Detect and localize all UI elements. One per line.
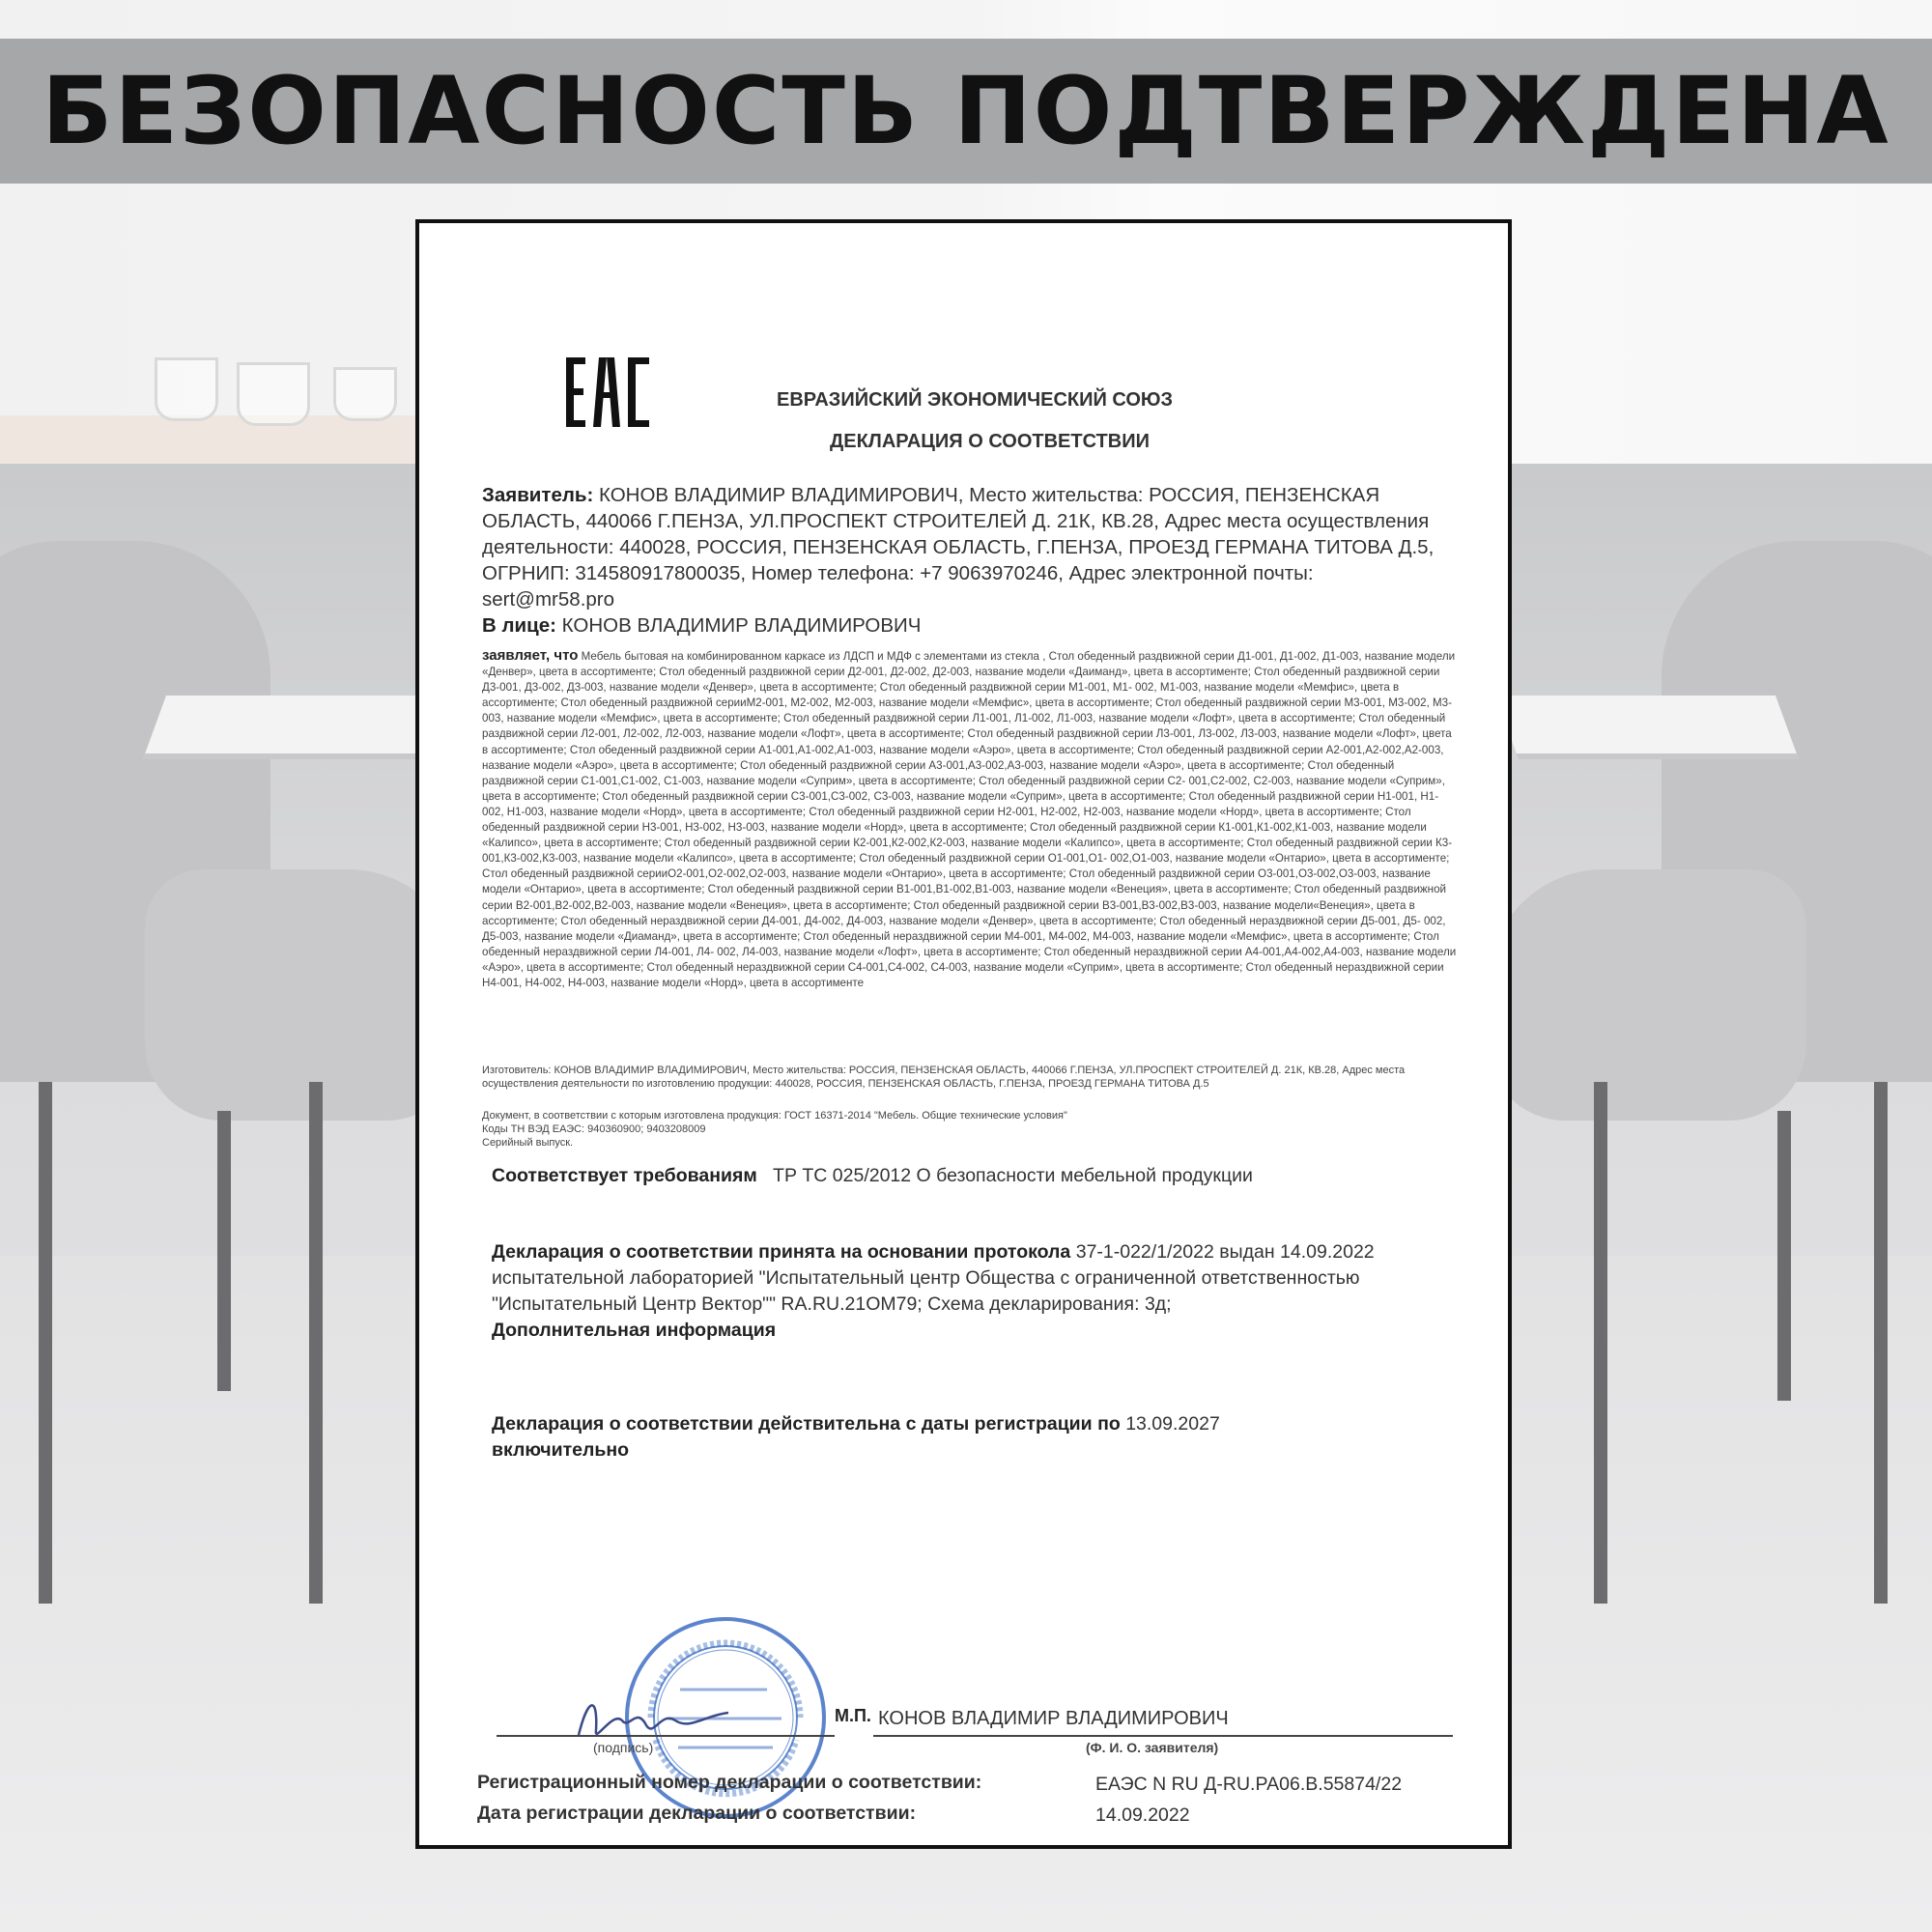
reg-number-value: ЕАЭС N RU Д-RU.РА06.В.55874/22 (1095, 1774, 1403, 1795)
background-chair-leg (1777, 1111, 1791, 1401)
name-line (873, 1735, 1453, 1737)
signature-caption: (подпись) (593, 1740, 654, 1755)
background-chair-seat (1488, 869, 1806, 1121)
validity-suffix: включительно (492, 1439, 630, 1461)
complies-text: ТР ТС 025/2012 О безопасности мебельной продукции (773, 1165, 1253, 1186)
product-description (482, 648, 1458, 991)
person-text: КОНОВ ВЛАДИМИР ВЛАДИМИРОВИЧ (561, 614, 922, 637)
background-glass (237, 362, 310, 426)
background-chair-leg (1594, 1082, 1607, 1604)
gost-text: Документ, в соответствии с которым изготовлена продукция: ГОСТ 16371-2014 "Мебель. Общие технические условия" (482, 1110, 1067, 1122)
name-caption: (Ф. И. О. заявителя) (1086, 1740, 1219, 1755)
background-chair-leg (309, 1082, 323, 1604)
union-heading: ЕВРАЗИЙСКИЙ ЭКОНОМИЧЕСКИЙ СОЮЗ (777, 389, 1174, 411)
basis-text: 37-1-022/1/2022 выдан 14.09.2022 испытательной лабораторией "Испытательный центр Общества с ограниченной ответственностью "Испытательный Центр Вектор"" RA.RU.21ОМ79; Схема декларирования: 3д; (492, 1241, 1375, 1315)
background-glass (155, 357, 218, 421)
basis-block (492, 1239, 1438, 1318)
eac-logo-icon (564, 354, 651, 431)
applicant-block (482, 482, 1448, 612)
stamp-mark: М.П. (835, 1706, 871, 1725)
basis-label: Декларация о соответствии принята на основании протокола (492, 1241, 1071, 1263)
validity-date: 13.09.2027 (1125, 1413, 1220, 1435)
background-chair-leg (1874, 1082, 1888, 1604)
signature-line (497, 1735, 835, 1737)
title-banner (0, 39, 1932, 184)
validity-label: Декларация о соответствии действительна с даты регистрации по (492, 1413, 1121, 1435)
signer-name: КОНОВ ВЛАДИМИР ВЛАДИМИРОВИЧ (878, 1708, 1229, 1729)
banner-title: БЕЗОПАСНОСТЬ ПОДТВЕРЖДЕНА (42, 57, 1890, 165)
validity-block (492, 1411, 1361, 1463)
additional-block (492, 1318, 1458, 1344)
background-table (143, 696, 456, 759)
additional-label: Дополнительная информация (492, 1320, 777, 1341)
background-chair-leg (39, 1082, 52, 1604)
codes-text: Коды ТН ВЭД ЕАЭС: 940360900; 9403208009 (482, 1123, 706, 1135)
serial-text: Серийный выпуск. (482, 1137, 574, 1149)
declaration-document (415, 219, 1512, 1849)
reg-date-label: Дата регистрации декларации о соответствии: (477, 1803, 917, 1824)
declares-label: заявляет, что (482, 647, 579, 664)
background-glass (333, 367, 397, 421)
applicant-text: КОНОВ ВЛАДИМИР ВЛАДИМИРОВИЧ, Место жительства: РОССИЯ, ПЕНЗЕНСКАЯ ОБЛАСТЬ, 440066 Г.ПЕНЗА, УЛ.ПРОСПЕКТ СТРОИТЕЛЕЙ Д. 21К, КВ.28, Адрес места осуществления деятельности: 440028, РОССИЯ, ПЕНЗЕНСКАЯ ОБЛАСТЬ, Г.ПЕНЗА, ПРОЕЗД ГЕРМАНА ТИТОВА Д.5, ОГРНИП: 314580917800035, Номер телефона: +7 9063970246, Адрес электронной почты: sert@mr58.pro (482, 484, 1435, 611)
declares-text: Мебель бытовая на комбинированном каркасе из ЛДСП и МДФ с элементами из стекла , Стол обеденный раздвижной серии Д1-001, Д1-002, Д1-003, название модели «Денвер», цвета в ассортименте; Стол обеденный раздвижной серии Д2-001, Д2-002, Д2-003, название модели «Даиманд», цвета в ассортименте; Стол обеденный раздвижной серии Д3-001, Д3-002, Д3-003, название модели «Денвер», цвета в ассортименте; Стол обеденный раздвижной серии М1-001, М1- 002, М1-003, название модели «Мемфис», цвета в ассортименте; Стол обеденный раздвижной серииМ2-001, М2-002, М2-003, название модели «Мемфис», цвета в ассортименте; Стол обеденный раздвижной серии М3-001, М3-002, М3-003, название модели «Мемфис», цвета в ассортименте; Стол обеденный раздвижной серии Л1-001, Л1-002, Л1-003, название модели «Лофт», цвета в ассортименте; Стол обеденный раздвижной серии Л2-001, Л2-002, Л2-003, название модели «Лофт», цвета в ассортименте; Стол обеденный раздвижной серии Л3-001, Л3-002, Л3-003, название модели «Лофт», цвета в ассортименте; Стол обеденный раздвижной серии А1-001,А1-002,А1-003, название модели «Аэро», цвета в ассортименте; Стол обеденный раздвижной серии А2-001,А2-002,А2-003, название модели «Аэро», цвета в ассортименте; Стол обеденный раздвижной серии А3-001,А3-002,А3-003, название модели «Аэро», цвета в ассортименте; Стол обеденный раздвижной серии С1-001,С1-002, С1-003, название модели «Суприм», цвета в ассортименте; Стол обеденный раздвижной серии С2- 001,С2-002, С2-003, название модели «Суприм», цвета в ассортименте; Стол обеденный раздвижной серии С3-001,С3-002, С3-003, название модели «Суприм», цвета в ассортименте; Стол обеденный раздвижной серии Н1-001, Н1-002, Н1-003, название модели «Норд», цвета в ассортименте; Стол обеденный раздвижной серии Н2-001, Н2-002, Н2-003, название модели «Норд», цвета в ассортименте; Стол обеденный раздвижной серии Н3-001, Н3-002, Н3-003, название модели «Норд», цвета в ассортименте; Стол обеденный раздвижной серии К1-001,К1-002,К1-003, название модели «Калипсо», цвета в ассортименте; Стол обеденный раздвижной серии К2-001,К2-002,К2-003, название модели «Калипсо», цвета в ассортименте; Стол обеденный раздвижной серии К3-001,К3-002,К3-003, название модели «Калипсо», цвета в ассортименте; Стол обеденный раздвижной серии О1-001,О1- 002,О1-003, название модели «Онтарио», цвета в ассортименте; Стол обеденный раздвижной серииО2-001,О2-002,О2-003, название модели «Онтарио», цвета в ассортименте; Стол обеденный раздвижной серии О3-001,О3-002,О3-003, название модели «Онтарио», цвета в ассортименте; Стол обеденный раздвижной серии В1-001,В1-002,В1-003, название модели «Венеция», цвета в ассортименте; Стол обеденный раздвижной серии В2-001,В2-002,В2-003, название модели «Венеция», цвета в ассортименте; Стол обеденный раздвижной серии В3-001,В3-002,В3-003, название модели«Венеция», цвета в ассортименте; Стол обеденный нераздвижной серии Д4-001, Д4-002, Д4-003, название модели «Денвер», цвета в ассортименте; Стол обеденный нераздвижной серии Д5-001, Д5- 002, Д5-003, название модели «Диаманд», цвета в ассортименте; Стол обеденный нераздвижной серии М4-001, М4-002, М4-003, название модели «Мемфис», цвета в ассортименте; Стол обеденный нераздвижной серии Л4-001, Л4- 002, Л4-003, название модели «Лофт», цвета в ассортименте; Стол обеденный нераздвижной серии А4-001,А4-002,А4-003, название модели «Аэро», цвета в ассортименте; Стол обеденный нераздвижной серии С4-001,С4-002, С4-003, название модели «Суприм», цвета в ассортименте; Стол обеденный нераздвижной серии Н4-001, Н4-002, Н4-003, название модели «Норд», цвета в ассортименте (482, 650, 1457, 989)
document-heading: ДЕКЛАРАЦИЯ О СООТВЕТСТВИИ (830, 431, 1150, 452)
complies-block (492, 1163, 1458, 1189)
person-label: В лице: (482, 614, 556, 637)
person-block (482, 612, 1448, 639)
reg-date-value: 14.09.2022 (1095, 1804, 1190, 1826)
background-chair-leg (217, 1111, 231, 1391)
complies-label: Соответствует требованиям (492, 1165, 757, 1186)
applicant-label: Заявитель: (482, 484, 594, 506)
reg-number-label: Регистрационный номер декларации о соответствии: (477, 1772, 982, 1793)
manufacturer-text: Изготовитель: КОНОВ ВЛАДИМИР ВЛАДИМИРОВИЧ, Место жительства: РОССИЯ, ПЕНЗЕНСКАЯ ОБЛАСТЬ, 440066 Г.ПЕНЗА, УЛ.ПРОСПЕКТ СТРОИТЕЛЕЙ Д. 21К, КВ.28, Адрес места осуществления деятельности по изготовлению продукции: 440028, РОССИЯ, ПЕНЗЕНСКАЯ ОБЛАСТЬ, Г.ПЕНЗА, ПРОЕЗД ГЕРМАНА ТИТОВА Д.5 (482, 1065, 1406, 1090)
background-table (1495, 696, 1799, 759)
